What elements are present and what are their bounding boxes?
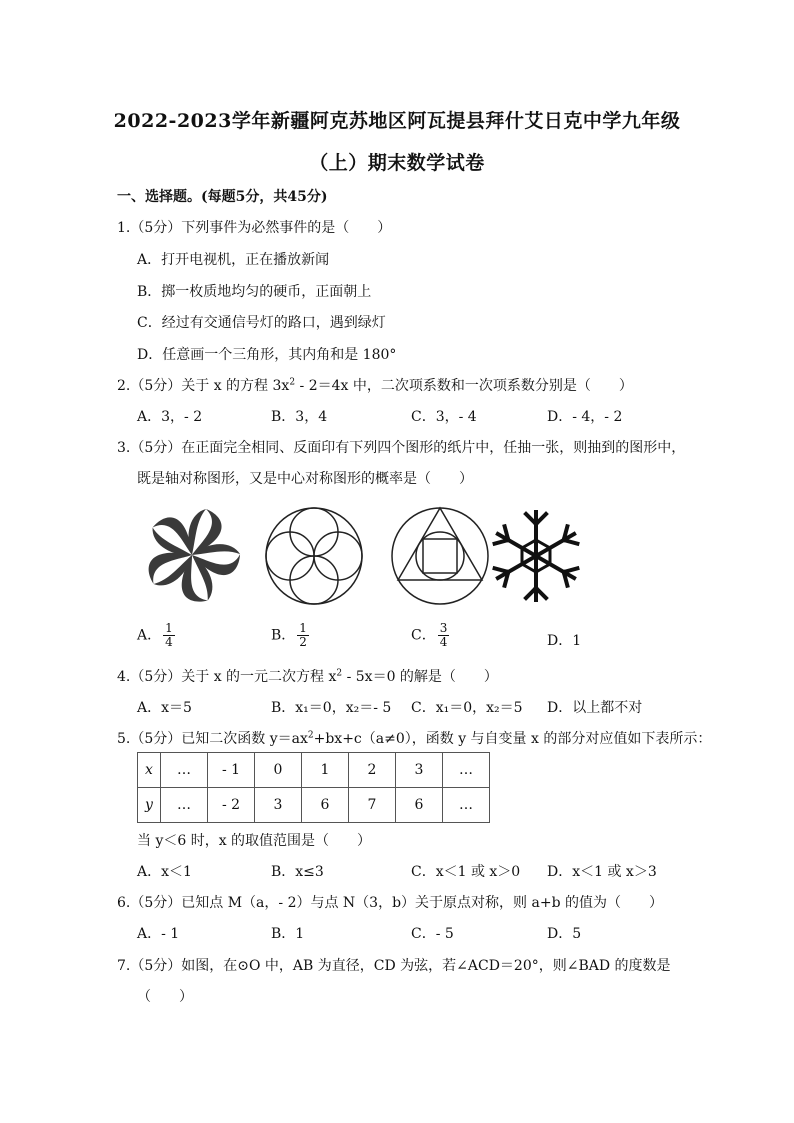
- fraction: [438, 622, 450, 649]
- numerator: 1: [165, 621, 173, 635]
- question-7-stem-line2: （ ）: [137, 989, 193, 1005]
- question-4-option-c: C．x₁＝0，x₂＝5: [411, 700, 523, 716]
- question-2-option-d: D．- 4，- 2: [547, 409, 623, 425]
- q4-stem-part: 4.（5分）关于 x 的一元二次方程 x: [117, 669, 337, 685]
- option-letter: B．: [271, 627, 296, 644]
- figure-snowflake: [490, 503, 582, 609]
- table-cell: - 1: [208, 753, 255, 788]
- table-header-x: x: [138, 753, 161, 788]
- option-letter: A．: [137, 627, 162, 644]
- question-4-option-a: A．x＝5: [137, 700, 192, 716]
- table-cell: 7: [349, 788, 396, 823]
- question-1-option-d: D．任意画一个三角形，其内角和是 180°: [137, 347, 397, 363]
- option-letter: C．: [411, 627, 436, 644]
- question-5-stem: [117, 728, 711, 748]
- q4-exponent: 2: [336, 668, 343, 679]
- table-cell: 6: [302, 788, 349, 823]
- question-6-option-d: D．5: [547, 926, 582, 942]
- value-table: [137, 752, 490, 823]
- question-5-condition: 当 y＜6 时，x 的取值范围是（ ）: [137, 833, 372, 849]
- table-cell: 2: [349, 753, 396, 788]
- denominator: 4: [439, 635, 448, 649]
- denominator: 2: [299, 635, 307, 649]
- q5-stem-part: 5.（5分）已知二次函数 y＝ax: [117, 731, 308, 747]
- question-1-option-a: A．打开电视机，正在播放新闻: [137, 252, 330, 268]
- question-5-option-c: C．x＜1 或 x＞0: [411, 864, 521, 880]
- question-5-option-a: A．x＜1: [137, 864, 192, 880]
- exam-title-line2: （上）期末数学试卷: [309, 152, 485, 174]
- question-3-option-c: [411, 622, 449, 649]
- table-cell: …: [161, 753, 208, 788]
- question-3-option-b: [271, 622, 309, 649]
- question-4-option-b: B．x₁＝0，x₂＝- 5: [271, 700, 392, 716]
- table-cell: 6: [396, 788, 443, 823]
- question-4-option-d: D．以上都不对: [547, 700, 643, 716]
- question-6-option-b: B．1: [271, 926, 305, 942]
- table-cell: - 2: [208, 788, 255, 823]
- question-2-option-b: B．3，4: [271, 409, 328, 425]
- question-6-option-a: A．- 1: [137, 926, 180, 942]
- question-4-stem: [117, 666, 498, 686]
- denominator: 4: [165, 635, 173, 649]
- q5-stem-part: +bx+c（a≠0），函数 y 与自变量 x 的部分对应值如下表所示：: [313, 731, 712, 747]
- table-cell: 0: [255, 753, 302, 788]
- table-cell: …: [443, 788, 490, 823]
- question-3-stem-line1: 3.（5分）在正面完全相同、反面印有下列四个图形的纸片中，任抽一张，则抽到的图形中，: [117, 440, 686, 456]
- fraction: [163, 622, 175, 649]
- question-7-stem: 7.（5分）如图，在⊙O 中，AB 为直径，CD 为弦，若∠ACD＝20°，则∠BAD 的度数是: [117, 958, 671, 974]
- table-row-x: [138, 753, 490, 788]
- question-1-option-b: B．掷一枚质地均匀的硬币，正面朝上: [137, 284, 372, 300]
- table-cell: 3: [396, 753, 443, 788]
- figure-circle-triangle-square: [386, 503, 494, 609]
- q4-stem-part: - 5x＝0 的解是（ ）: [342, 669, 498, 685]
- question-6-option-c: C．- 5: [411, 926, 454, 942]
- question-2-option-c: C．3，- 4: [411, 409, 477, 425]
- table-cell: 3: [255, 788, 302, 823]
- numerator: 3: [439, 621, 448, 635]
- q5-exponent: 2: [307, 730, 314, 741]
- question-1-stem: 1.（5分）下列事件为必然事件的是（ ）: [117, 220, 392, 236]
- fraction: [297, 622, 309, 649]
- q2-stem-part: 2.（5分）关于 x 的方程 3x: [117, 378, 290, 394]
- table-cell: 1: [302, 753, 349, 788]
- table-header-y: y: [138, 788, 161, 823]
- question-3-option-d: D．1: [547, 633, 582, 649]
- question-5-option-b: B．x≤3: [271, 864, 324, 880]
- q2-exponent: 2: [289, 377, 296, 388]
- section-heading: 一、选择题。(每题5分，共45分): [117, 189, 328, 205]
- question-6-stem: 6.（5分）已知点 M（a，- 2）与点 N（3，b）关于原点对称，则 a+b 的值为（ ）: [117, 895, 663, 911]
- question-3-option-a: [137, 622, 175, 649]
- exam-title-line1: 2022-2023学年新疆阿克苏地区阿瓦提县拜什艾日克中学九年级: [113, 110, 681, 132]
- question-3-stem-line2: 既是轴对称图形，又是中心对称图形的概率是（ ）: [137, 471, 473, 487]
- figure-four-circles: [261, 503, 367, 609]
- figure-pinwheel: [138, 503, 246, 608]
- table-cell: …: [443, 753, 490, 788]
- question-2-stem: [117, 375, 633, 395]
- question-5-option-d: D．x＜1 或 x＞3: [547, 864, 657, 880]
- table-row-y: [138, 788, 490, 823]
- q2-stem-part: - 2＝4x 中，二次项系数和一次项系数分别是（ ）: [295, 378, 633, 394]
- table-cell: …: [161, 788, 208, 823]
- question-1-option-c: C．经过有交通信号灯的路口，遇到绿灯: [137, 315, 386, 331]
- numerator: 1: [299, 621, 307, 635]
- question-2-option-a: A．3，- 2: [137, 409, 203, 425]
